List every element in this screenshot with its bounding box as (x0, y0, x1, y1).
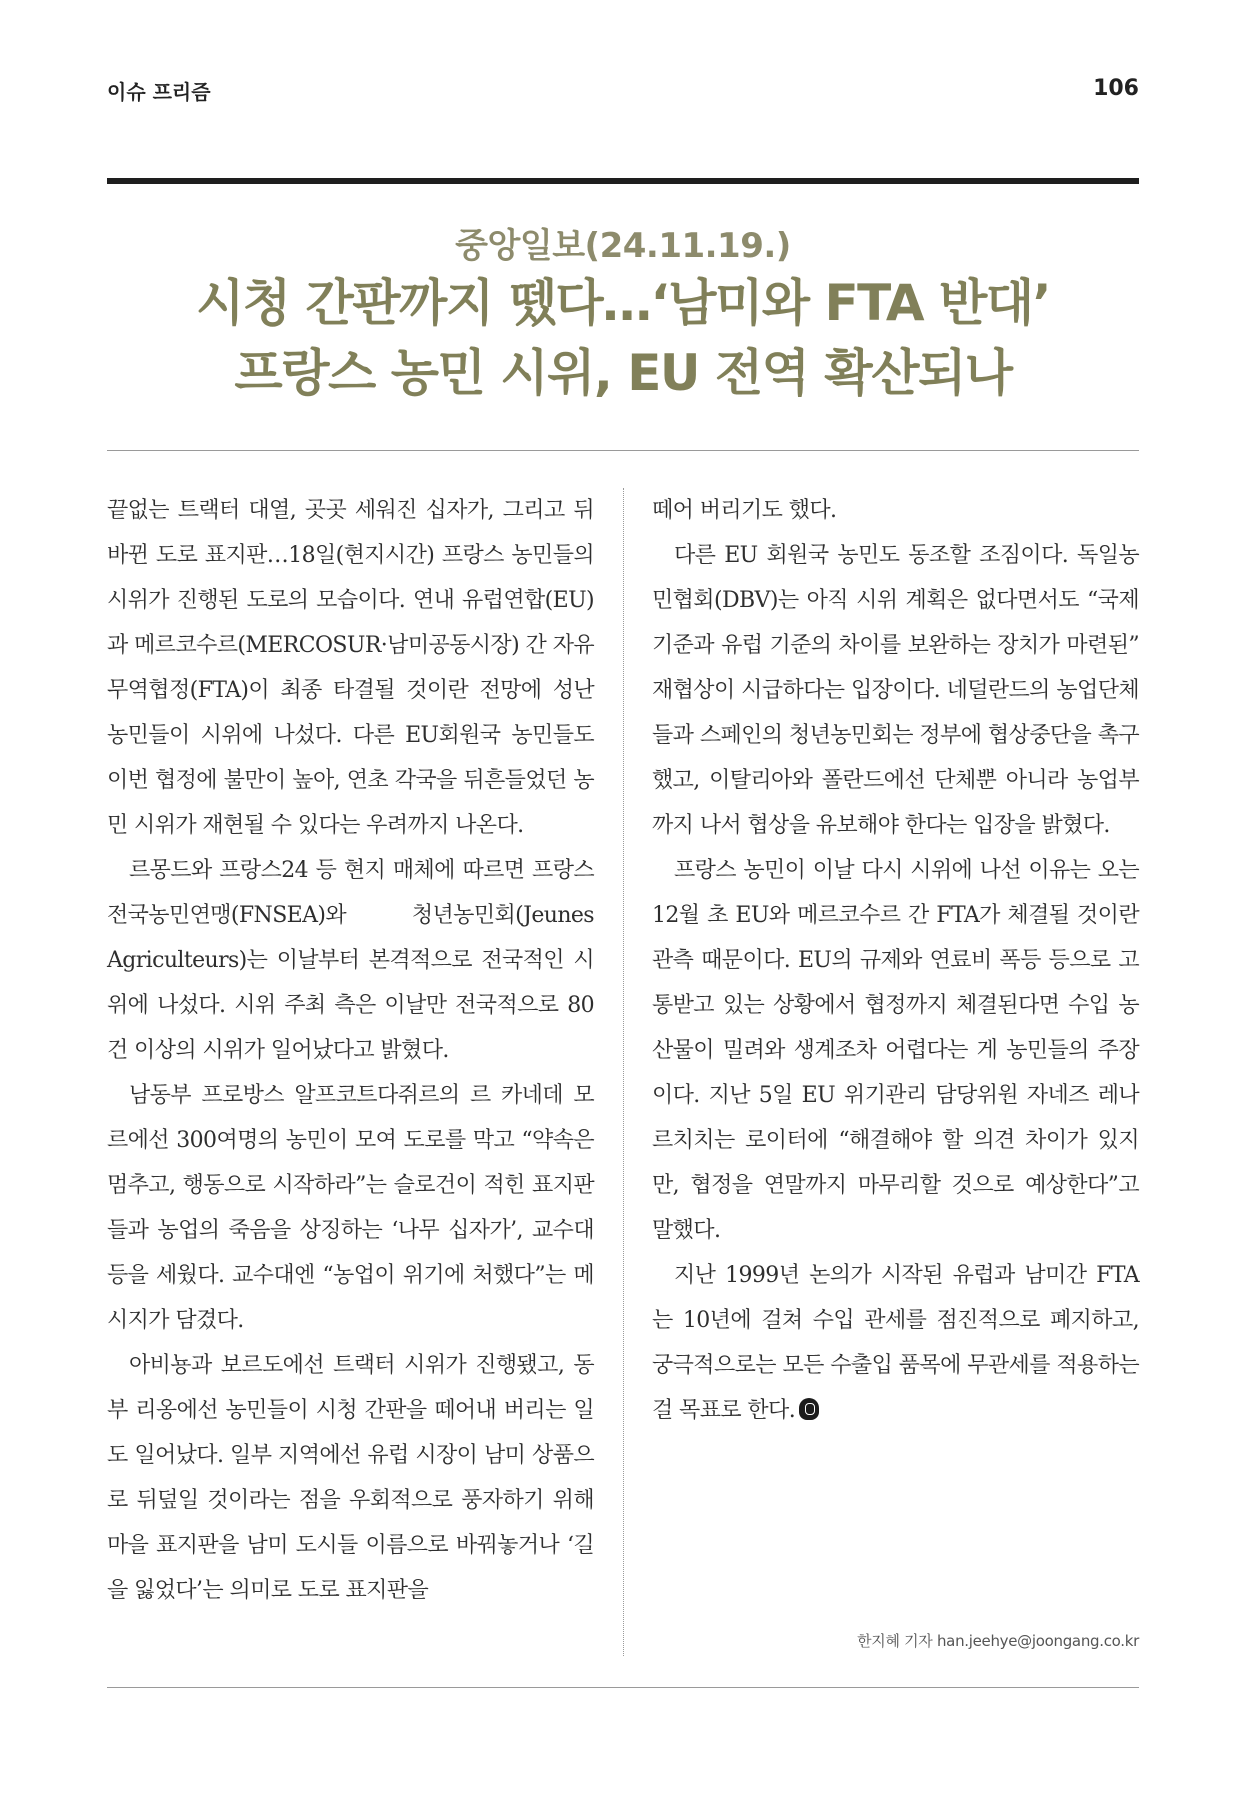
column-divider (623, 488, 624, 1656)
article-source-date: 중앙일보(24.11.19.) (455, 226, 791, 266)
headline-line-1: 시청 간판까지 뗐다…‘남미와 FTA 반대’ (195, 274, 1051, 332)
paragraph-7-text: 지난 1999년 논의가 시작된 유럽과 남미간 FTA는 10년에 걸쳐 수입 관세를 점진적으로 폐지하고, 궁극적으로는 모든 수출입 품목에 무관세를 적용하는 걸 목표로 한다. (652, 1263, 1139, 1423)
article-headline (107, 268, 1139, 408)
paragraph-5: 다른 EU 회원국 농민도 동조할 조짐이다. 독일농민협회(DBV)는 아직 시위 계획은 없다면서도 “국제 기준과 유럽 기준의 차이를 보완하는 장치가 마련된” 재협상이 시급하다는 입장이다. 네덜란드의 농업단체들과 스페인의 청년농민회는 정부에 협상중단을 촉구했고, 이탈리아와 폴란드에선 단체뿐 아니라 농업부까지 나서 협상을 유보해야 한다는 입장을 밝혔다. (652, 543, 1139, 838)
paragraph-6: 프랑스 농민이 이날 다시 시위에 나선 이유는 오는 12월 초 EU와 메르코수르 간 FTA가 체결될 것이란 관측 때문이다. EU의 규제와 연료비 폭등 등으로 고통받고 있는 상황에서 협정까지 체결된다면 수입 농산물이 밀려와 생계조차 어렵다는 게 농민들의 주장이다. 지난 5일 EU 위기관리 담당위원 자네즈 레나르치치는 로이터에 “해결해야 할 의견 차이가 있지만, 협정을 연말까지 마무리할 것으로 예상한다”고 말했다. (652, 858, 1139, 1243)
footer-rule (107, 1687, 1139, 1688)
headline-line-2: 프랑스 농민 시위, EU 전역 확산되나 (234, 344, 1012, 402)
headline-divider (107, 450, 1139, 451)
end-mark-icon (799, 1398, 819, 1420)
article-column-left (107, 488, 594, 1613)
paragraph-4-end: 떼어 버리기도 했다. (652, 498, 837, 523)
byline: 한지혜 기자 han.jeehye@joongang.co.kr (857, 1632, 1139, 1650)
section-title: 이슈 프리즘 (107, 80, 211, 104)
paragraph-3: 남동부 프로방스 알프코트다쥐르의 르 카네데 모르에선 300여명의 농민이 모여 도로를 막고 “약속은 멈추고, 행동으로 시작하라”는 슬로건이 적힌 표지판들과 농업의 죽음을 상징하는 ‘나무 십자가’, 교수대 등을 세웠다. 교수대엔 “농업이 위기에 처했다”는 메시지가 담겼다. (107, 1083, 594, 1333)
paragraph-7 (652, 1253, 1139, 1433)
article-column-right (652, 488, 1139, 1433)
paragraph-1: 끝없는 트랙터 대열, 곳곳 세워진 십자가, 그리고 뒤바뀐 도로 표지판…18일(현지시간) 프랑스 농민들의 시위가 진행된 도로의 모습이다. 연내 유럽연합(EU)과 메르코수르(MERCOSUR·남미공동시장) 간 자유무역협정(FTA)이 최종 타결될 것이란 전망에 성난 농민들이 시위에 나섰다. 다른 EU회원국 농민들도 이번 협정에 불만이 높아, 연초 각국을 뒤흔들었던 농민 시위가 재현될 수 있다는 우려까지 나온다. (107, 498, 594, 838)
paragraph-2: 르몽드와 프랑스24 등 현지 매체에 따르면 프랑스전국농민연맹(FNSEA)와 청년농민회(Jeunes Agriculteurs)는 이날부터 본격적으로 전국적인 시위에 나섰다. 시위 주최 측은 이날만 전국적으로 80건 이상의 시위가 일어났다고 밝혔다. (107, 858, 594, 1063)
header-rule (107, 178, 1139, 184)
paragraph-4-start: 아비뇽과 보르도에선 트랙터 시위가 진행됐고, 동부 리옹에선 농민들이 시청 간판을 떼어내 버리는 일도 일어났다. 일부 지역에선 유럽 시장이 남미 상품으로 뒤덮일 것이라는 점을 우회적으로 풍자하기 위해 마을 표지판을 남미 도시들 이름으로 바꿔놓거나 ‘길을 잃었다’는 의미로 도로 표지판을 (107, 1353, 594, 1603)
page-number: 106 (1093, 76, 1139, 101)
